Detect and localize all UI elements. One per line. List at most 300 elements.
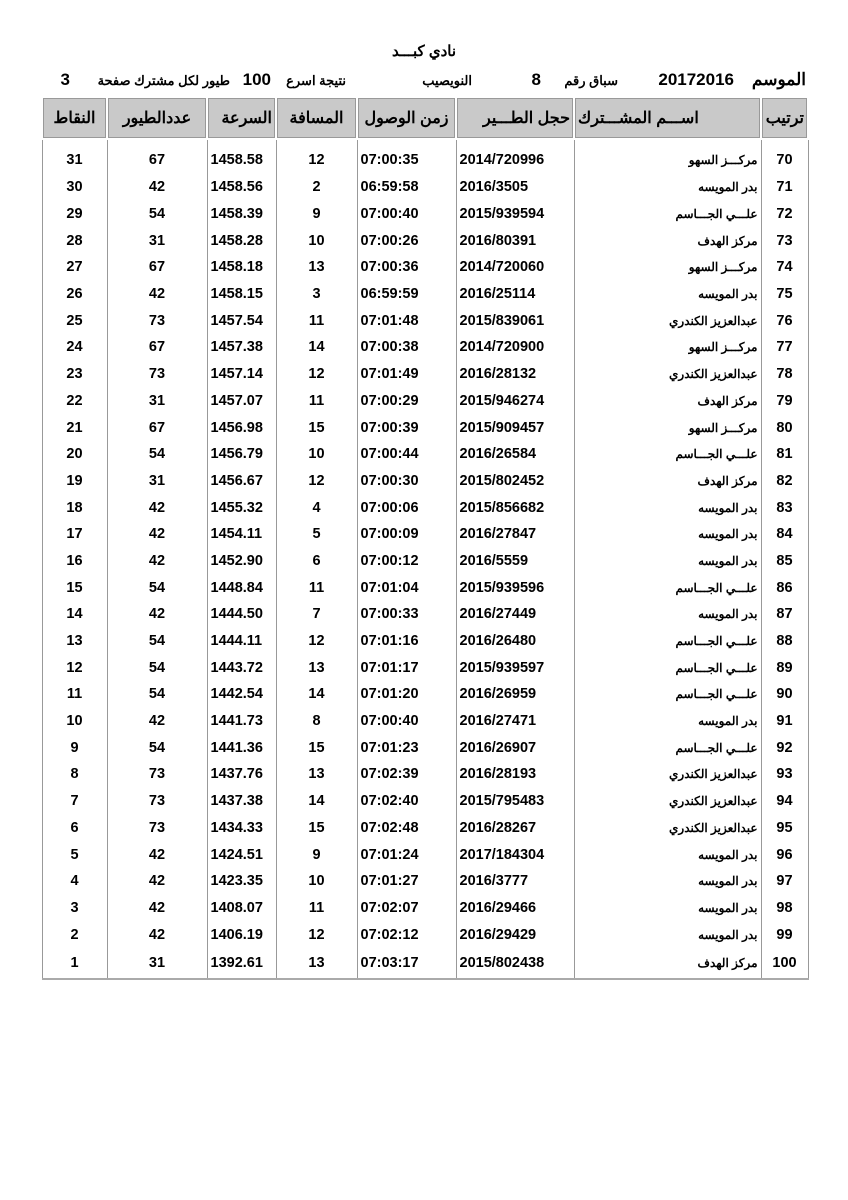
cell-distance: 15 — [276, 414, 357, 441]
cell-time: 07:00:35 — [357, 139, 456, 174]
cell-name: عبدالعزيز الكندري — [574, 761, 761, 788]
cell-speed: 1408.07 — [207, 895, 276, 922]
cell-points: 25 — [42, 307, 107, 334]
cell-time: 07:00:36 — [357, 254, 456, 281]
results-body — [42, 139, 808, 979]
cell-speed: 1444.50 — [207, 601, 276, 628]
table-row — [42, 361, 808, 388]
cell-time: 07:02:48 — [357, 815, 456, 842]
table-row — [42, 227, 808, 254]
table-row — [42, 921, 808, 948]
cell-birds: 31 — [107, 388, 207, 415]
cell-distance: 6 — [276, 548, 357, 575]
col-points: النقاط — [42, 97, 107, 139]
cell-name: مركز الهدف — [574, 388, 761, 415]
cell-birds: 54 — [107, 574, 207, 601]
cell-name: مركـــز السهو — [574, 254, 761, 281]
table-row — [42, 494, 808, 521]
cell-ring: 2016/5559 — [456, 548, 574, 575]
per-member-label: طيور لكل مشترك صفحة — [97, 73, 230, 88]
cell-ring: 2016/25114 — [456, 281, 574, 308]
cell-points: 1 — [42, 948, 107, 979]
cell-rank: 74 — [761, 254, 808, 281]
cell-points: 27 — [42, 254, 107, 281]
cell-points: 13 — [42, 628, 107, 655]
cell-points: 16 — [42, 548, 107, 575]
cell-rank: 98 — [761, 895, 808, 922]
cell-rank: 100 — [761, 948, 808, 979]
cell-rank: 79 — [761, 388, 808, 415]
cell-distance: 12 — [276, 361, 357, 388]
header-row — [42, 97, 808, 139]
cell-distance: 13 — [276, 654, 357, 681]
cell-points: 6 — [42, 815, 107, 842]
cell-rank: 95 — [761, 815, 808, 842]
cell-name: بدر المويسه — [574, 548, 761, 575]
cell-distance: 13 — [276, 948, 357, 979]
cell-points: 2 — [42, 921, 107, 948]
table-row — [42, 201, 808, 228]
cell-time: 07:01:17 — [357, 654, 456, 681]
cell-points: 3 — [42, 895, 107, 922]
cell-rank: 75 — [761, 281, 808, 308]
cell-birds: 42 — [107, 494, 207, 521]
cell-name: بدر المويسه — [574, 521, 761, 548]
cell-name: علـــي الجـــاسم — [574, 201, 761, 228]
cell-distance: 9 — [276, 201, 357, 228]
table-row — [42, 628, 808, 655]
page-number: 3 — [60, 70, 70, 89]
cell-birds: 42 — [107, 174, 207, 201]
cell-birds: 42 — [107, 521, 207, 548]
cell-speed: 1452.90 — [207, 548, 276, 575]
cell-ring: 2017/184304 — [456, 841, 574, 868]
table-row — [42, 761, 808, 788]
cell-distance: 14 — [276, 681, 357, 708]
cell-ring: 2016/27449 — [456, 601, 574, 628]
cell-points: 14 — [42, 601, 107, 628]
col-ring: حجل الطـــير — [456, 97, 574, 139]
cell-name: عبدالعزيز الكندري — [574, 788, 761, 815]
cell-time: 07:00:38 — [357, 334, 456, 361]
cell-distance: 11 — [276, 574, 357, 601]
cell-name: بدر المويسه — [574, 281, 761, 308]
cell-distance: 11 — [276, 307, 357, 334]
cell-rank: 73 — [761, 227, 808, 254]
cell-ring: 2016/29429 — [456, 921, 574, 948]
cell-distance: 4 — [276, 494, 357, 521]
cell-ring: 2016/26959 — [456, 681, 574, 708]
cell-rank: 77 — [761, 334, 808, 361]
cell-birds: 67 — [107, 254, 207, 281]
cell-distance: 11 — [276, 388, 357, 415]
cell-birds: 67 — [107, 139, 207, 174]
col-birds: عددالطيور — [107, 97, 207, 139]
cell-time: 07:02:39 — [357, 761, 456, 788]
cell-rank: 71 — [761, 174, 808, 201]
cell-distance: 13 — [276, 254, 357, 281]
table-row — [42, 334, 808, 361]
cell-distance: 11 — [276, 895, 357, 922]
cell-ring: 2016/28193 — [456, 761, 574, 788]
cell-distance: 3 — [276, 281, 357, 308]
cell-time: 07:00:33 — [357, 601, 456, 628]
cell-points: 9 — [42, 734, 107, 761]
table-row — [42, 521, 808, 548]
season-value: 20172016 — [658, 70, 734, 89]
cell-distance: 8 — [276, 708, 357, 735]
cell-birds: 42 — [107, 868, 207, 895]
cell-points: 29 — [42, 201, 107, 228]
cell-time: 07:01:20 — [357, 681, 456, 708]
table-row — [42, 654, 808, 681]
col-speed: السرعة — [207, 97, 276, 139]
cell-ring: 2016/26907 — [456, 734, 574, 761]
cell-birds: 73 — [107, 361, 207, 388]
cell-distance: 14 — [276, 334, 357, 361]
cell-name: بدر المويسه — [574, 601, 761, 628]
cell-distance: 12 — [276, 139, 357, 174]
race-label: سباق رقم — [564, 73, 618, 88]
cell-points: 4 — [42, 868, 107, 895]
cell-rank: 87 — [761, 601, 808, 628]
table-row — [42, 468, 808, 495]
cell-speed: 1458.15 — [207, 281, 276, 308]
cell-time: 07:01:48 — [357, 307, 456, 334]
cell-ring: 2015/802438 — [456, 948, 574, 979]
col-distance: المسافة — [276, 97, 357, 139]
cell-birds: 67 — [107, 334, 207, 361]
cell-speed: 1434.33 — [207, 815, 276, 842]
cell-distance: 10 — [276, 441, 357, 468]
table-row — [42, 548, 808, 575]
cell-distance: 12 — [276, 468, 357, 495]
cell-time: 07:02:12 — [357, 921, 456, 948]
cell-ring: 2015/795483 — [456, 788, 574, 815]
cell-rank: 83 — [761, 494, 808, 521]
cell-birds: 31 — [107, 227, 207, 254]
cell-speed: 1457.14 — [207, 361, 276, 388]
cell-distance: 13 — [276, 761, 357, 788]
cell-distance: 15 — [276, 815, 357, 842]
cell-time: 07:00:40 — [357, 201, 456, 228]
cell-name: عبدالعزيز الكندري — [574, 815, 761, 842]
cell-name: مركز الهدف — [574, 948, 761, 979]
cell-time: 07:00:39 — [357, 414, 456, 441]
cell-time: 07:02:40 — [357, 788, 456, 815]
cell-time: 06:59:59 — [357, 281, 456, 308]
cell-rank: 80 — [761, 414, 808, 441]
cell-speed: 1437.76 — [207, 761, 276, 788]
cell-name: علـــي الجـــاسم — [574, 441, 761, 468]
cell-birds: 54 — [107, 681, 207, 708]
results-table — [41, 96, 809, 980]
cell-points: 22 — [42, 388, 107, 415]
table-row — [42, 868, 808, 895]
cell-birds: 54 — [107, 734, 207, 761]
cell-points: 23 — [42, 361, 107, 388]
cell-distance: 10 — [276, 227, 357, 254]
col-name: اســـم المشـــترك — [574, 97, 761, 139]
cell-speed: 1424.51 — [207, 841, 276, 868]
cell-name: عبدالعزيز الكندري — [574, 307, 761, 334]
cell-ring: 2015/802452 — [456, 468, 574, 495]
cell-distance: 12 — [276, 628, 357, 655]
table-row — [42, 815, 808, 842]
cell-speed: 1458.58 — [207, 139, 276, 174]
cell-speed: 1442.54 — [207, 681, 276, 708]
cell-rank: 94 — [761, 788, 808, 815]
fastest-value: 100 — [242, 70, 271, 89]
cell-rank: 96 — [761, 841, 808, 868]
table-row — [42, 139, 808, 174]
cell-name: مركـــز السهو — [574, 334, 761, 361]
table-row — [42, 895, 808, 922]
cell-birds: 42 — [107, 601, 207, 628]
cell-birds: 42 — [107, 281, 207, 308]
cell-speed: 1458.28 — [207, 227, 276, 254]
cell-time: 07:00:12 — [357, 548, 456, 575]
cell-ring: 2016/80391 — [456, 227, 574, 254]
cell-birds: 42 — [107, 548, 207, 575]
cell-speed: 1437.38 — [207, 788, 276, 815]
cell-speed: 1423.35 — [207, 868, 276, 895]
cell-time: 06:59:58 — [357, 174, 456, 201]
race-name: النويصيب — [422, 73, 472, 88]
season-label: الموسم — [751, 70, 806, 89]
col-rank: ترتيب — [761, 97, 808, 139]
table-row — [42, 681, 808, 708]
cell-rank: 97 — [761, 868, 808, 895]
cell-birds: 42 — [107, 708, 207, 735]
cell-speed: 1443.72 — [207, 654, 276, 681]
cell-speed: 1458.56 — [207, 174, 276, 201]
cell-rank: 90 — [761, 681, 808, 708]
cell-birds: 42 — [107, 895, 207, 922]
cell-points: 24 — [42, 334, 107, 361]
cell-speed: 1457.54 — [207, 307, 276, 334]
cell-points: 28 — [42, 227, 107, 254]
table-row — [42, 601, 808, 628]
cell-name: مركز الهدف — [574, 227, 761, 254]
cell-rank: 99 — [761, 921, 808, 948]
cell-name: علـــي الجـــاسم — [574, 734, 761, 761]
cell-ring: 2015/839061 — [456, 307, 574, 334]
cell-ring: 2015/856682 — [456, 494, 574, 521]
cell-time: 07:01:23 — [357, 734, 456, 761]
cell-name: علـــي الجـــاسم — [574, 628, 761, 655]
cell-birds: 73 — [107, 788, 207, 815]
cell-ring: 2015/909457 — [456, 414, 574, 441]
cell-points: 12 — [42, 654, 107, 681]
cell-speed: 1392.61 — [207, 948, 276, 979]
cell-speed: 1458.18 — [207, 254, 276, 281]
cell-points: 15 — [42, 574, 107, 601]
cell-ring: 2016/3505 — [456, 174, 574, 201]
cell-points: 18 — [42, 494, 107, 521]
cell-ring: 2016/26584 — [456, 441, 574, 468]
cell-rank: 70 — [761, 139, 808, 174]
cell-points: 20 — [42, 441, 107, 468]
cell-distance: 5 — [276, 521, 357, 548]
cell-name: بدر المويسه — [574, 174, 761, 201]
cell-points: 30 — [42, 174, 107, 201]
cell-ring: 2015/939596 — [456, 574, 574, 601]
cell-points: 7 — [42, 788, 107, 815]
cell-ring: 2016/26480 — [456, 628, 574, 655]
table-row — [42, 788, 808, 815]
cell-name: علـــي الجـــاسم — [574, 574, 761, 601]
cell-distance: 7 — [276, 601, 357, 628]
cell-speed: 1458.39 — [207, 201, 276, 228]
cell-ring: 2016/28132 — [456, 361, 574, 388]
cell-ring: 2016/27847 — [456, 521, 574, 548]
table-row — [42, 174, 808, 201]
cell-time: 07:00:29 — [357, 388, 456, 415]
cell-speed: 1406.19 — [207, 921, 276, 948]
table-row — [42, 734, 808, 761]
cell-ring: 2014/720060 — [456, 254, 574, 281]
table-row — [42, 307, 808, 334]
cell-birds: 31 — [107, 948, 207, 979]
cell-speed: 1454.11 — [207, 521, 276, 548]
cell-time: 07:00:44 — [357, 441, 456, 468]
cell-name: بدر المويسه — [574, 921, 761, 948]
cell-points: 31 — [42, 139, 107, 174]
table-row — [42, 441, 808, 468]
cell-speed: 1441.73 — [207, 708, 276, 735]
cell-name: بدر المويسه — [574, 494, 761, 521]
cell-time: 07:00:26 — [357, 227, 456, 254]
cell-ring: 2016/3777 — [456, 868, 574, 895]
cell-birds: 54 — [107, 441, 207, 468]
cell-speed: 1456.79 — [207, 441, 276, 468]
cell-ring: 2014/720900 — [456, 334, 574, 361]
cell-points: 5 — [42, 841, 107, 868]
cell-points: 17 — [42, 521, 107, 548]
cell-speed: 1456.67 — [207, 468, 276, 495]
cell-birds: 54 — [107, 201, 207, 228]
cell-rank: 78 — [761, 361, 808, 388]
col-time: زمن الوصول — [357, 97, 456, 139]
cell-rank: 89 — [761, 654, 808, 681]
cell-time: 07:00:06 — [357, 494, 456, 521]
cell-ring: 2016/28267 — [456, 815, 574, 842]
cell-distance: 14 — [276, 788, 357, 815]
cell-ring: 2015/946274 — [456, 388, 574, 415]
cell-name: علـــي الجـــاسم — [574, 654, 761, 681]
cell-rank: 91 — [761, 708, 808, 735]
cell-rank: 93 — [761, 761, 808, 788]
cell-distance: 15 — [276, 734, 357, 761]
cell-points: 8 — [42, 761, 107, 788]
cell-distance: 12 — [276, 921, 357, 948]
cell-rank: 84 — [761, 521, 808, 548]
cell-name: مركـــز السهو — [574, 414, 761, 441]
cell-rank: 92 — [761, 734, 808, 761]
cell-points: 10 — [42, 708, 107, 735]
cell-distance: 9 — [276, 841, 357, 868]
cell-birds: 54 — [107, 654, 207, 681]
cell-birds: 42 — [107, 921, 207, 948]
cell-rank: 76 — [761, 307, 808, 334]
cell-time: 07:01:49 — [357, 361, 456, 388]
cell-ring: 2015/939594 — [456, 201, 574, 228]
table-row — [42, 281, 808, 308]
table-row — [42, 574, 808, 601]
cell-points: 11 — [42, 681, 107, 708]
cell-name: بدر المويسه — [574, 708, 761, 735]
table-row — [42, 254, 808, 281]
cell-ring: 2015/939597 — [456, 654, 574, 681]
cell-ring: 2016/27471 — [456, 708, 574, 735]
cell-points: 19 — [42, 468, 107, 495]
cell-time: 07:01:16 — [357, 628, 456, 655]
cell-time: 07:00:09 — [357, 521, 456, 548]
cell-birds: 31 — [107, 468, 207, 495]
cell-rank: 88 — [761, 628, 808, 655]
cell-birds: 73 — [107, 761, 207, 788]
cell-speed: 1441.36 — [207, 734, 276, 761]
cell-time: 07:03:17 — [357, 948, 456, 979]
cell-name: مركز الهدف — [574, 468, 761, 495]
cell-rank: 82 — [761, 468, 808, 495]
cell-name: علـــي الجـــاسم — [574, 681, 761, 708]
cell-speed: 1455.32 — [207, 494, 276, 521]
cell-name: بدر المويسه — [574, 841, 761, 868]
cell-time: 07:00:40 — [357, 708, 456, 735]
race-value: 8 — [531, 70, 541, 89]
table-row — [42, 388, 808, 415]
table-row — [42, 841, 808, 868]
cell-rank: 81 — [761, 441, 808, 468]
cell-ring: 2016/29466 — [456, 895, 574, 922]
cell-name: مركـــز السهو — [574, 139, 761, 174]
cell-birds: 67 — [107, 414, 207, 441]
cell-time: 07:02:07 — [357, 895, 456, 922]
cell-time: 07:01:04 — [357, 574, 456, 601]
cell-speed: 1448.84 — [207, 574, 276, 601]
table-row — [42, 708, 808, 735]
cell-speed: 1457.38 — [207, 334, 276, 361]
table-row — [42, 414, 808, 441]
cell-time: 07:01:24 — [357, 841, 456, 868]
cell-name: عبدالعزيز الكندري — [574, 361, 761, 388]
cell-points: 26 — [42, 281, 107, 308]
cell-rank: 85 — [761, 548, 808, 575]
cell-speed: 1444.11 — [207, 628, 276, 655]
cell-rank: 72 — [761, 201, 808, 228]
cell-rank: 86 — [761, 574, 808, 601]
cell-speed: 1457.07 — [207, 388, 276, 415]
club-name: نادي كبـــد — [391, 43, 457, 60]
cell-name: بدر المويسه — [574, 868, 761, 895]
cell-time: 07:00:30 — [357, 468, 456, 495]
cell-birds: 73 — [107, 815, 207, 842]
cell-birds: 54 — [107, 628, 207, 655]
cell-name: بدر المويسه — [574, 895, 761, 922]
cell-speed: 1456.98 — [207, 414, 276, 441]
cell-time: 07:01:27 — [357, 868, 456, 895]
fastest-label: نتيجة اسرع — [286, 73, 346, 88]
cell-birds: 42 — [107, 841, 207, 868]
cell-ring: 2014/720996 — [456, 139, 574, 174]
cell-birds: 73 — [107, 307, 207, 334]
cell-points: 21 — [42, 414, 107, 441]
table-row — [42, 948, 808, 979]
cell-distance: 10 — [276, 868, 357, 895]
cell-distance: 2 — [276, 174, 357, 201]
